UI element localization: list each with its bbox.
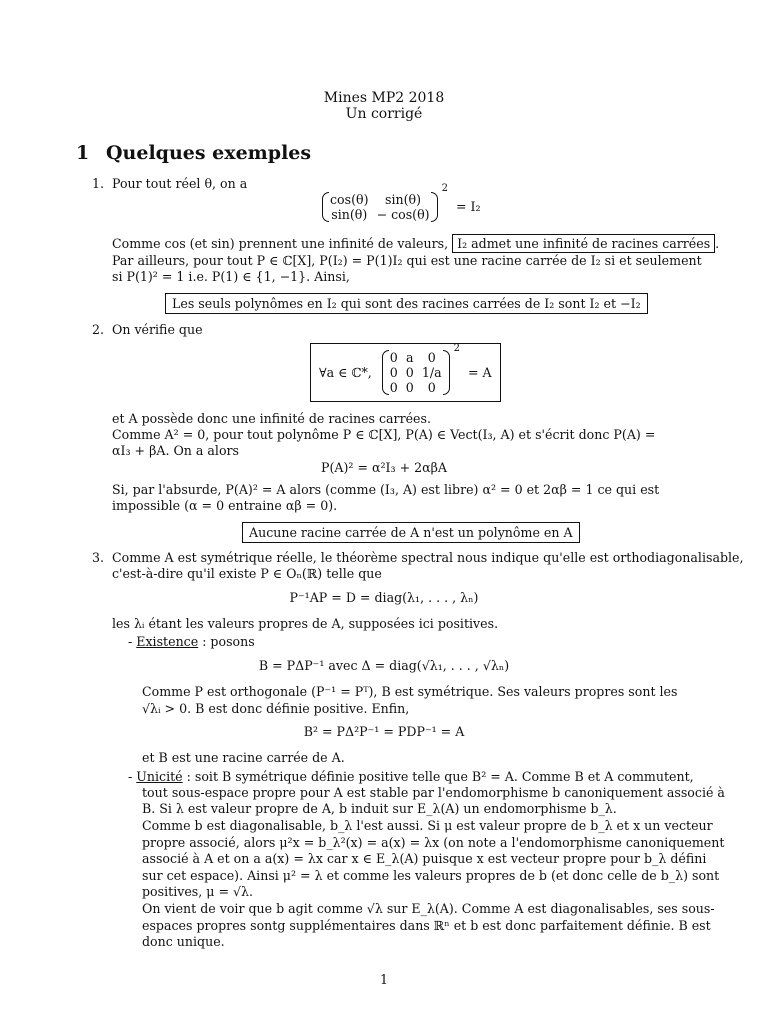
section-heading	[76, 142, 311, 164]
q3-unicite-line2: tout sous-espace propre pour A est stable par l'endomorphisme b canoniquement associé à	[142, 785, 725, 800]
q1-boxed-result: I₂ admet une infinité de racines carrées	[452, 234, 715, 253]
q1-m12: sin(θ)	[385, 192, 422, 207]
q1-number: 1.	[92, 176, 105, 191]
q2-m31: 0	[389, 380, 398, 395]
q2-m32: 0	[405, 380, 414, 395]
unicite-label: Unicité	[136, 769, 183, 784]
q2-number: 2.	[92, 322, 105, 337]
q3-line2: c'est-à-dire qu'il existe P ∈ Oₙ(ℝ) telle que	[112, 566, 382, 581]
page-number: 1	[379, 972, 388, 987]
q3-existence-line3: et B est une racine carrée de A.	[142, 750, 345, 765]
q1-line1-end: .	[715, 236, 720, 251]
q2-conclusion-box: Aucune racine carrée de A n'est un polynôme en A	[242, 522, 580, 543]
q3-unicite-line5: propre associé, alors μ²x = b_λ²(x) = a(x) = λx (on note a l'endomorphisme canoniquement	[142, 835, 725, 850]
section-title: Quelques exemples	[106, 142, 312, 164]
q2-m21: 0	[389, 365, 398, 380]
q2-equation: P(A)² = α²I₃ + 2αβA	[320, 460, 448, 475]
q2-m12: a	[406, 350, 414, 365]
q3-line1: Comme A est symétrique réelle, le théorème spectral nous indique qu'elle est orthodiagonalisable,	[112, 550, 744, 565]
q2-equation-box	[310, 343, 501, 402]
q3-equation1: P⁻¹AP = D = diag(λ₁, . . . , λₙ)	[289, 590, 479, 605]
q2-m11: 0	[389, 350, 398, 365]
q1-conclusion-box: Les seuls polynômes en I₂ qui sont des racines carrées de I₂ sont I₂ et −I₂	[165, 293, 648, 314]
q3-unicite-line6: associé à A et on a a(x) = λx car x ∈ E_λ(A) puisque x est vecteur propre pour b_λ défini	[142, 851, 707, 866]
q2-matrix	[386, 350, 446, 395]
q3-unicite-line7: sur cet espace). Ainsi μ² = λ et comme les valeurs propres de b (et donc celle de b_λ) sont	[142, 868, 720, 883]
q3-equation3: B² = PΔ²P⁻¹ = PDP⁻¹ = A	[303, 724, 465, 739]
q3-existence-line2: √λᵢ > 0. B est donc définie positive. Enfin,	[142, 701, 410, 716]
q1-line3: si P(1)² = 1 i.e. P(1) ∈ {1, −1}. Ainsi,	[112, 269, 350, 284]
q2-m33: 0	[427, 380, 436, 395]
q2-intro: On vérifie que	[112, 322, 203, 337]
q2-line5: impossible (α = 0 entraine αβ = 0).	[112, 498, 338, 513]
q2-forall: ∀a ∈ ℂ*,	[319, 365, 372, 380]
q2-m22: 0	[405, 365, 414, 380]
q2-line4: Si, par l'absurde, P(A)² = A alors (comme (I₃, A) est libre) α² = 0 et 2αβ = 1 ce qui est	[112, 482, 660, 497]
q3-unicite-line10: espaces propres sontg supplémentaires dans ℝⁿ et b est donc parfaitement définie. B est	[142, 918, 711, 933]
q3-number: 3.	[92, 550, 105, 565]
q1-equation	[326, 183, 481, 222]
q1-intro: Pour tout réel θ, on a	[112, 176, 248, 191]
q1-m21: sin(θ)	[331, 207, 368, 222]
q3-unicite-line3: B. Si λ est valeur propre de A, b induit sur E_λ(A) un endomorphisme b_λ.	[142, 801, 617, 816]
q1-matrix	[326, 192, 434, 222]
q3-existence-heading: - Existence : posons	[128, 634, 255, 649]
q1-line1	[112, 236, 719, 252]
existence-label: Existence	[136, 634, 199, 649]
q2-rhs: = A	[467, 365, 492, 380]
doc-title: Mines MP2 2018	[323, 90, 445, 106]
unicite-rest: : soit B symétrique définie positive telle que B² = A. Comme B et A commutent,	[182, 769, 694, 784]
q2-line2: Comme A² = 0, pour tout polynôme P ∈ ℂ[X], P(A) ∈ Vect(I₃, A) et s'écrit donc P(A) =	[112, 427, 656, 442]
existence-rest: : posons	[198, 634, 255, 649]
q3-unicite-line11: donc unique.	[142, 934, 225, 949]
q2-line3: αI₃ + βA. On a alors	[112, 443, 240, 458]
q1-exponent: 2	[441, 183, 448, 195]
q1-line2: Par ailleurs, pour tout P ∈ ℂ[X], P(I₂) = P(1)I₂ qui est une racine carrée de I₂ si et seulement	[112, 253, 702, 268]
q3-existence-line1: Comme P est orthogonale (P⁻¹ = Pᵀ), B est symétrique. Ses valeurs propres sont les	[142, 684, 678, 699]
q3-unicite-line4: Comme b est diagonalisable, b_λ l'est aussi. Si μ est valeur propre de b_λ et x un vecteur	[142, 818, 713, 833]
q1-rhs: = I₂	[455, 198, 481, 214]
q2-m23: 1/a	[421, 365, 442, 380]
q1-m11: cos(θ)	[330, 192, 369, 207]
q3-unicite-line1: - Unicité : soit B symétrique définie positive telle que B² = A. Comme B et A commutent,	[128, 769, 694, 784]
q2-line1: et A possède donc une infinité de racines carrées.	[112, 411, 431, 426]
q3-equation2: B = PΔP⁻¹ avec Δ = diag(√λ₁, . . . , √λₙ)	[258, 658, 510, 673]
section-number: 1	[76, 142, 90, 164]
q1-line1-text: Comme cos (et sin) prennent une infinité de valeurs,	[112, 236, 449, 251]
q3-unicite-line8: positives, μ = √λ.	[142, 884, 254, 899]
q3-line3: les λᵢ étant les valeurs propres de A, supposées ici positives.	[112, 616, 499, 631]
q1-m22: − cos(θ)	[376, 207, 430, 222]
doc-subtitle: Un corrigé	[345, 106, 423, 122]
q2-exponent: 2	[453, 342, 460, 354]
q2-m13: 0	[427, 350, 436, 365]
q3-unicite-line9: On vient de voir que b agit comme √λ sur E_λ(A). Comme A est diagonalisables, ses sous-	[142, 901, 715, 916]
